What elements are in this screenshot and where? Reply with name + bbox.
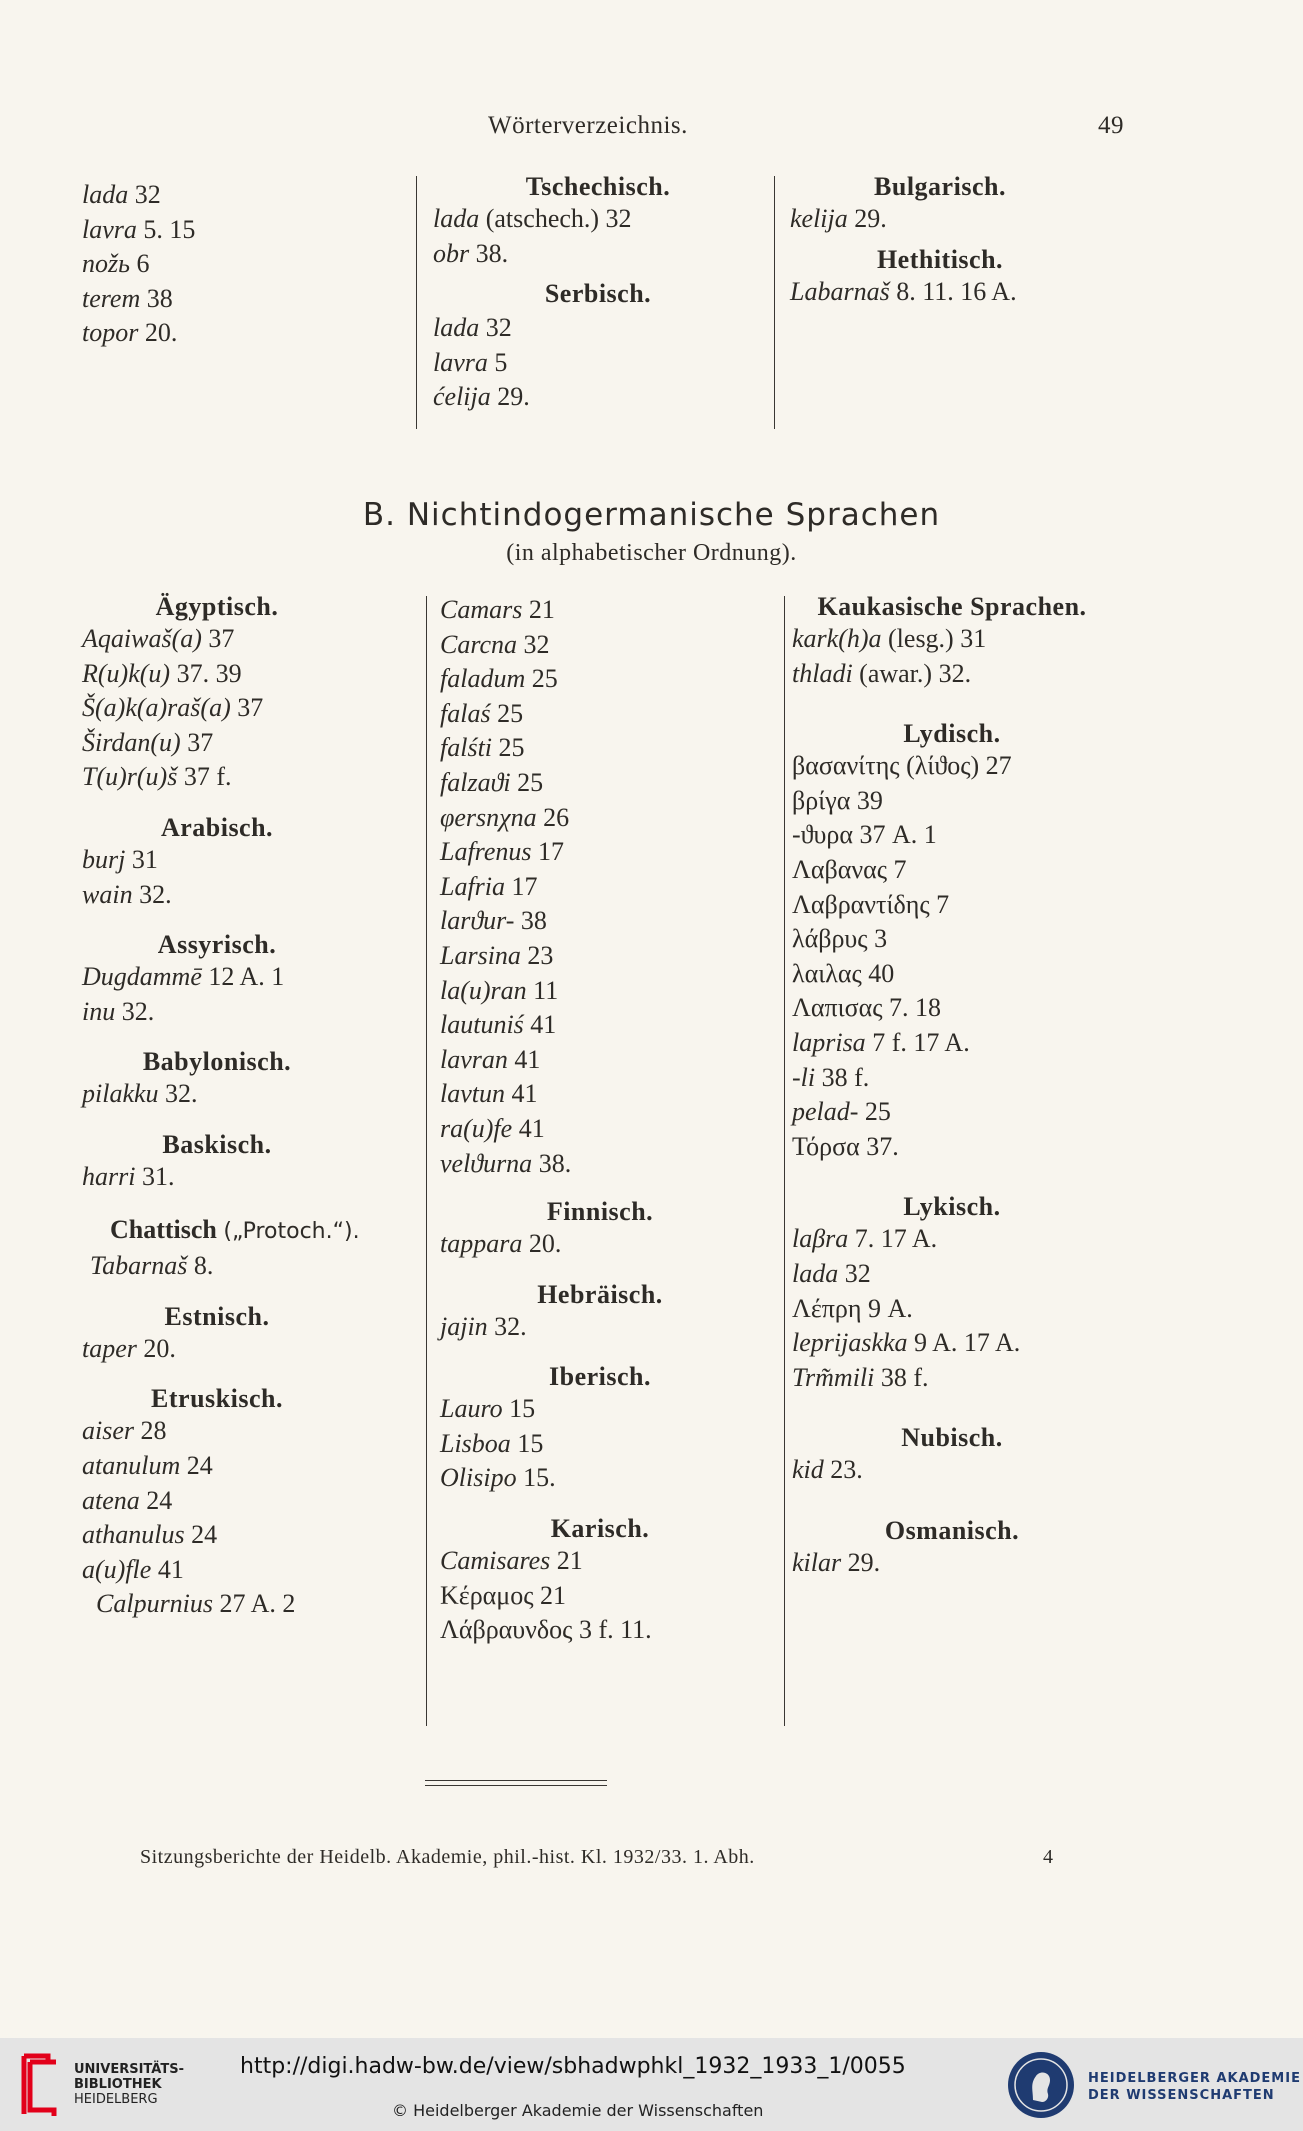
entry-word: obr [433,238,470,268]
entry-word: lada [433,204,480,233]
entry-ref: 23 [527,940,554,970]
entry-ref: 32. [139,879,172,909]
entry-word: athanulus [82,1520,185,1550]
entry-word: lavra [82,214,137,244]
heading-hethitisch: Hethitisch. [876,244,1004,274]
entry-word: laprisa [792,1027,866,1057]
heading-chattisch: Chattisch („Protoch.“). [110,1214,360,1244]
entry-word: R(u)k(u) [82,658,171,688]
heading-iberisch: Iberisch. [549,1362,651,1392]
entry-ref: 9 A. 17 A. [914,1328,1021,1358]
entry-ref: 37 A. 1 [859,820,937,850]
entry-word: topor [82,318,139,348]
column-divider [416,176,417,429]
entry-word: Κέραμος [440,1580,534,1610]
library-logo-icon [18,2052,62,2118]
entry-word: lada [82,180,129,209]
top-col-czech-serbian [433,172,763,415]
entry-ref: 17 [538,837,564,867]
entry-word: taper [82,1333,137,1363]
entry-word: Λαβραντίδης [792,889,930,919]
entry-ref: 32 [844,1258,871,1288]
entry-word: laβra [792,1224,849,1254]
entry-ref: (lesg.) 31 [888,624,987,653]
entry-ref: 32. [165,1079,198,1109]
entry-ref: 25 [531,664,558,694]
heading-nubisch: Nubisch. [901,1423,1003,1453]
entry-ref: 8. 11. 16 A. [896,276,1017,306]
entry-ref: 37 [237,693,264,723]
entry-word: larϑur- [440,906,515,936]
heading-etruskisch: Etruskisch. [151,1384,283,1414]
entry-word: falzaϑi [440,767,511,797]
entry-ref: 32 [485,313,512,343]
entry-word: falśti [440,733,493,763]
heading-estnisch: Estnisch. [164,1301,270,1331]
entry-word: Olisipo [440,1463,517,1493]
heading-hebraeisch: Hebräisch. [537,1279,663,1309]
academy-name: HEIDELBERGER AKADEMIE DER WISSENSCHAFTEN [1088,2071,1301,2103]
entry-word: velϑurna [440,1148,533,1178]
page-number: 49 [1098,112,1124,139]
entry-word: ra(u)fe [440,1113,513,1143]
footer-citation: Sitzungsberichte der Heidelb. Akademie, phil.-hist. Kl. 1932/33. 1. Abh. [140,1846,755,1868]
entry-word: T(u)r(u)š [82,762,178,792]
entry-ref: 25 [497,698,524,728]
entry-ref: 32 [134,180,161,209]
heading-assyrisch: Assyrisch. [157,930,277,960]
entry-word: burj [82,844,126,874]
column-divider [774,176,775,429]
heading-serbisch: Serbisch. [544,279,652,309]
entry-ref: 15 [517,1428,544,1458]
entry-ref: 21 [556,1546,583,1576]
entry-ref: 6 [136,249,150,279]
entry-word: kark(h)a [792,624,882,653]
heading-bulgarisch: Bulgarisch. [874,172,1006,201]
entry-word: terem [82,283,141,313]
entry-ref: 3 [874,924,888,954]
entry-word: Carcna [440,629,518,659]
entry-ref: 29. [497,382,530,412]
academy-seal-icon [1006,2050,1076,2120]
entry-word: harri [82,1161,136,1191]
entry-ref: 15. [523,1463,556,1493]
heading-finnisch: Finnisch. [546,1197,654,1227]
column-middle [440,593,760,1648]
entry-ref: 20. [144,318,178,348]
entry-word: Λέπρη [792,1293,862,1323]
entry-ref: 41 [511,1079,538,1109]
entry-word: lada [792,1258,839,1288]
top-col-slavic-remainder [82,178,195,351]
entry-word: Camars [440,595,523,624]
entry-word: Lafrenus [440,837,532,867]
entry-word: Tabarnaš [90,1251,188,1281]
entry-word: Larsina [440,940,521,970]
entry-ref: 9 A. [867,1293,913,1323]
entry-word: nožь [82,249,130,279]
entry-word: Lafria [440,871,506,901]
entry-ref: 41 [518,1113,545,1143]
entry-word: atena [82,1485,140,1515]
entry-ref: 31 [131,844,158,874]
section-subtitle: (in alphabetischer Ordnung). [506,540,797,566]
entry-ref: 38. [475,238,509,268]
entry-ref: 38 f. [821,1062,870,1092]
heading-arabisch: Arabisch. [160,812,274,842]
entry-ref: 20. [143,1333,176,1363]
entry-ref: 7. 17 A. [854,1224,938,1254]
entry-ref: 7. 18 [889,993,942,1023]
entry-word: pilakku [82,1079,159,1109]
heading-baskisch: Baskisch. [162,1129,272,1159]
entry-word: jajin [440,1311,488,1341]
entry-ref: 12 A. 1 [208,962,285,992]
entry-ref: 3 f. 11. [578,1615,652,1645]
entry-word: λάβρυς [792,924,868,954]
heading-lykisch: Lykisch. [903,1192,1001,1222]
entry-ref: 29. [854,204,887,233]
footer-signature: 4 [1043,1846,1054,1868]
entry-word: λαιλας [792,958,862,988]
entry-word: pelad- [792,1097,859,1127]
entry-ref: 25 [864,1097,891,1127]
entry-ref: 20. [528,1229,562,1259]
entry-word: βασανίτης [792,751,900,781]
entry-word: ćelija [433,382,491,412]
entry-word: lada [433,313,480,343]
entry-word: Τόρσα [792,1131,860,1161]
entry-word: faladum [440,664,526,694]
entry-ref: 15 [509,1394,536,1424]
entry-ref: 41 [530,1010,557,1040]
entry-ref: 28 [140,1416,167,1446]
entry-word: falaś [440,698,491,728]
entry-word: Širdan(u) [82,727,181,757]
entry-ref: 7 [893,854,907,884]
entry-word: Aqaiwaš(a) [82,624,202,653]
entry-ref: 24 [146,1485,173,1515]
entry-ref: (λίϑος) 27 [906,751,1012,781]
entry-ref: 23. [830,1455,863,1485]
entry-ref: 5. 15 [143,214,196,244]
entry-ref: (awar.) 32. [859,658,972,688]
entry-word: aiser [82,1416,134,1446]
entry-ref: 32. [494,1311,527,1341]
entry-word: Calpurnius [96,1589,214,1619]
entry-ref: 27 A. 2 [219,1589,296,1619]
heading-babylonisch: Babylonisch. [142,1047,292,1077]
entry-ref: 29. [847,1547,881,1577]
heading-kaukasisch: Kaukasische Sprachen. [817,592,1087,621]
entry-word: Λαπισας [792,993,883,1023]
entry-ref: 38 [146,283,173,313]
entry-ref: 11 [533,975,559,1005]
entry-word: Š(a)k(a)raš(a) [82,693,231,723]
entry-ref: 26 [543,802,570,832]
entry-ref: 37 [208,624,235,653]
top-col-bulgarian-hittite [790,172,1090,309]
entry-word: Λαβανας [792,854,887,884]
entry-ref: 25 [517,767,544,797]
entry-word: leprijaskka [792,1328,908,1358]
entry-ref: 7 f. 17 A. [872,1027,970,1057]
entry-word: lavtun [440,1079,505,1109]
entry-word: Camisares [440,1546,551,1576]
entry-ref: 41 [157,1554,184,1584]
entry-word: φersnχna [440,802,537,832]
closing-rule [425,1785,607,1786]
column-divider [784,596,785,1726]
digitization-banner [0,2038,1303,2131]
entry-ref: 8. [193,1251,214,1281]
entry-word: Labarnaš [790,276,890,306]
section-title: B. Nichtindogermanische Sprachen [362,497,941,533]
entry-ref: 37 [187,727,214,757]
heading-lydisch: Lydisch. [903,719,1001,749]
heading-tschechisch: Tschechisch. [525,172,671,201]
permalink-url[interactable]: http://digi.hadw-bw.de/view/sbhadwphkl_1932_1933_1/0055 [240,2054,906,2079]
entry-word: lautuniś [440,1010,524,1040]
column-divider [426,596,427,1726]
entry-ref: 37 f. [183,762,232,792]
entry-ref: (atschech.) 32 [485,204,632,233]
heading-osmanisch: Osmanisch. [884,1515,1020,1545]
heading-aegyptisch: Ägyptisch. [155,592,279,621]
entry-word: Lauro [440,1394,503,1424]
entry-ref: 5 [494,347,508,377]
entry-word: lavra [433,347,488,377]
entry-ref: 7 [936,889,950,919]
entry-word: thladi [792,658,853,688]
entry-ref: 31. [141,1161,175,1191]
entry-word: atanulum [82,1450,181,1480]
entry-ref: 41 [514,1044,541,1074]
entry-word: la(u)ran [440,975,527,1005]
entry-word: lavran [440,1044,508,1074]
entry-ref: 32 [523,629,550,659]
library-name: UNIVERSITÄTS- BIBLIOTHEK HEIDELBERG [74,2062,184,2107]
running-head-title: Wörterverzeichnis. [488,112,688,139]
entry-ref: 37. 39 [176,658,242,688]
entry-word: Trm̃mili [792,1362,875,1392]
entry-word: tappara [440,1229,523,1259]
entry-word: kelija [790,204,848,233]
column-left [82,592,382,1622]
entry-word: inu [82,996,116,1026]
heading-karisch: Karisch. [550,1514,650,1544]
entry-word: -li [792,1062,816,1092]
entry-word: Dugdammē [82,962,202,992]
column-right [792,592,1112,1580]
entry-word: Lisboa [440,1428,511,1458]
entry-ref: 32. [121,996,155,1026]
entry-ref: 40 [868,958,895,988]
entry-ref: 24 [191,1520,218,1550]
entry-word: a(u)fle [82,1554,152,1584]
entry-word: wain [82,879,133,909]
entry-word: βρίγα [792,785,851,815]
entry-ref: 21 [528,595,555,624]
entry-ref: 38 [520,906,547,936]
entry-ref: 21 [540,1580,567,1610]
entry-word: Λάβραυνδος [440,1615,573,1645]
entry-word: kilar [792,1547,842,1577]
entry-word: kid [792,1455,824,1485]
entry-ref: 39 [856,785,883,815]
entry-ref: 38. [538,1148,572,1178]
entry-ref: 25 [498,733,525,763]
entry-ref: 17 [511,871,538,901]
closing-rule [425,1780,607,1781]
entry-ref: 37. [866,1131,899,1161]
entry-word: -ϑυρα [792,820,854,850]
copyright-notice: © Heidelberger Akademie der Wissenschaften [392,2101,764,2120]
entry-ref: 24 [186,1450,213,1480]
entry-ref: 38 f. [880,1362,929,1392]
